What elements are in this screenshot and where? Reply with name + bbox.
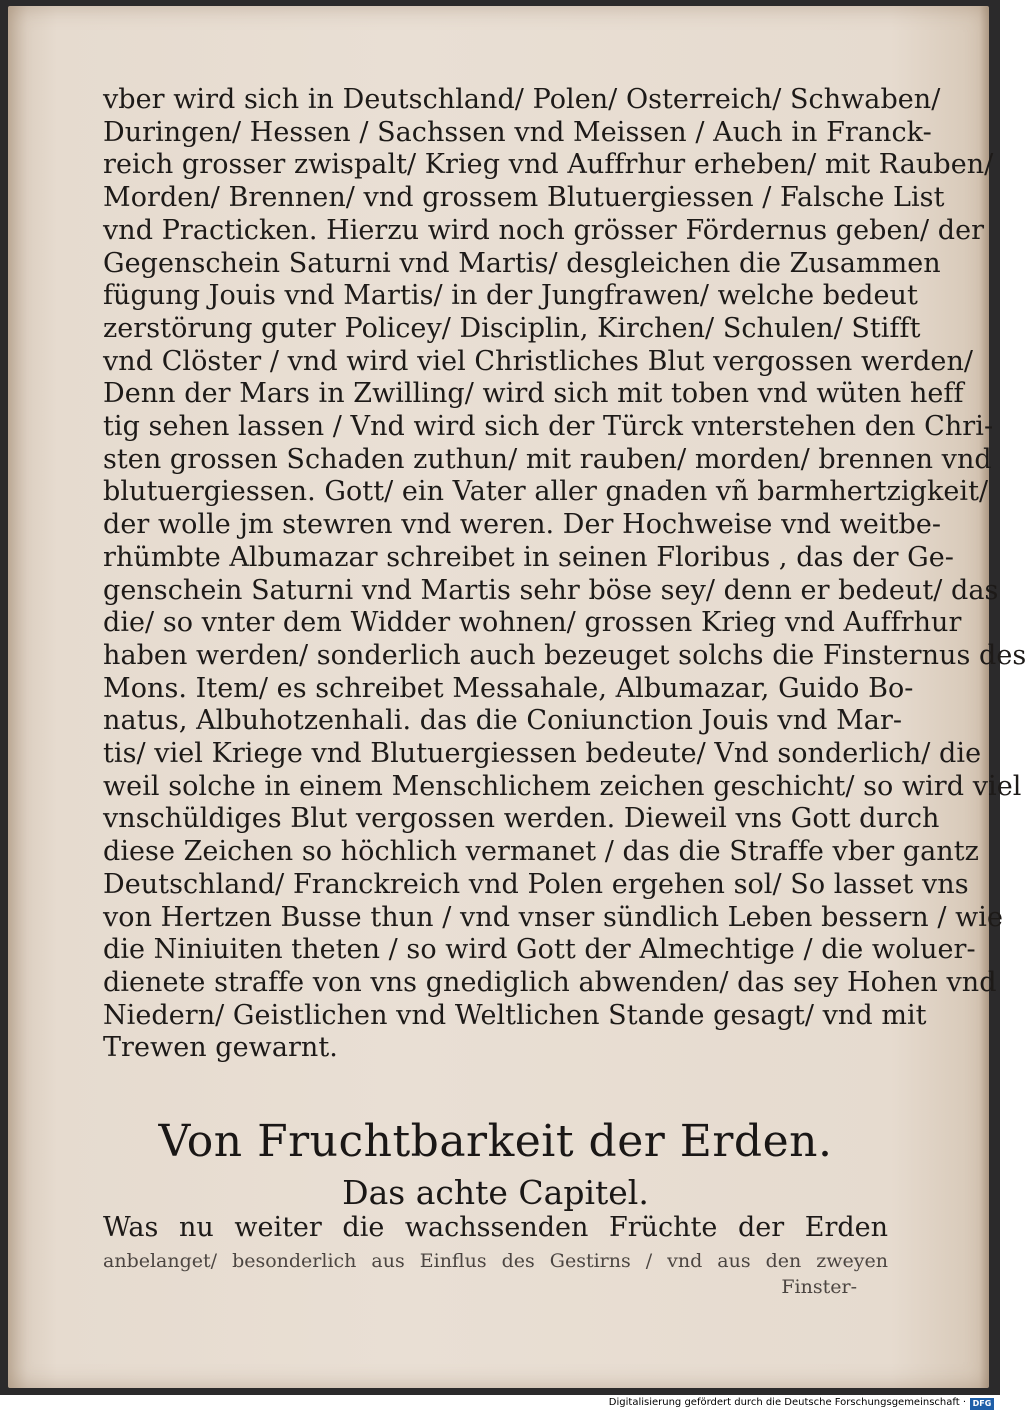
text-line: Deutschland/ Franckreich vnd Polen ergehen sol/ So lasset vns	[103, 868, 969, 900]
text-line: genschein Saturni vnd Martis sehr böse sey/ denn er bedeut/ das	[103, 574, 999, 606]
text-line: Duringen/ Hessen / Sachssen vnd Meissen / Auch in Franck-	[103, 116, 932, 148]
text-line: sten grossen Schaden zuthun/ mit rauben/ morden/ brennen vnd	[103, 443, 992, 475]
funding-credit: Digitalisierung gefördert durch die Deutsche Forschungsgemeinschaft ·	[608, 1397, 966, 1408]
text-line: vnd Clöster / vnd wird viel Christliches Blut vergossen werden/	[103, 345, 974, 377]
text-line: vnschüldiges Blut vergossen werden. Dieweil vns Gott durch	[103, 803, 940, 835]
text-line: vnd Practicken. Hierzu wird noch grösser Fördernus geben/ der	[103, 214, 985, 246]
text-line: natus, Albuhotzenhali. das die Coniunction Jouis vnd Mar-	[103, 705, 903, 737]
text-line: diese Zeichen so höchlich vermanet / das die Straffe vber gantz	[103, 836, 979, 868]
text-line: rhümbte Albumazar schreibet in seinen Floribus , das der Ge-	[103, 541, 954, 573]
text-line: blutuergiessen. Gott/ ein Vater aller gnaden vñ barmhertzigkeit/	[103, 476, 989, 508]
catchword: Finster-	[781, 1276, 857, 1298]
text-line: Denn der Mars in Zwilling/ wird sich mit toben vnd wüten heff	[103, 378, 964, 410]
text-line: von Hertzen Busse thun / vnd vnser sündlich Leben bessern / wie	[103, 901, 1004, 933]
text-line: Gegenschein Saturni vnd Martis/ desgleichen die Zusammen	[103, 247, 941, 279]
text-line: weil solche in einem Menschlichem zeichen geschicht/ so wird viel	[103, 770, 1022, 802]
text-line: tis/ viel Kriege vnd Blutuergiessen bedeute/ Vnd sonderlich/ die	[103, 738, 982, 770]
chapter-subheading: Das achte Capitel.	[342, 1173, 649, 1212]
text-line: Niedern/ Geistlichen vnd Weltlichen Stande gesagt/ vnd mit	[103, 999, 927, 1031]
paper-page	[8, 6, 1026, 1388]
text-line: reich grosser zwispalt/ Krieg vnd Auffrhur erheben/ mit Rauben/	[103, 149, 994, 181]
digitization-footer	[0, 1395, 1000, 1414]
text-line: dienete straffe von vns gnediglich abwenden/ das sey Hohen vnd	[103, 966, 997, 998]
text-line: fügung Jouis vnd Martis/ in der Jungfrawen/ welche bedeut	[103, 280, 918, 312]
text-line: Morden/ Brennen/ vnd grossem Blutuergiessen / Falsche List	[103, 182, 945, 214]
chapter-heading: Von Fruchtbarkeit der Erden.	[158, 1116, 833, 1167]
text-line: Mons. Item/ es schreibet Messahale, Albumazar, Guido Bo-	[103, 672, 914, 704]
text-line: zerstörung guter Policey/ Disciplin, Kirchen/ Schulen/ Stifft	[103, 312, 921, 344]
text-line: vber wird sich in Deutschland/ Polen/ Osterreich/ Schwaben/	[103, 84, 941, 115]
chapter-second-line: anbelanget/ besonderlich aus Einflus des Gestirns / vnd aus den zweyen	[103, 1250, 888, 1272]
text-line: Trewen gewarnt.	[103, 1032, 338, 1064]
text-line: die Niniuiten theten / so wird Gott der Almechtige / die woluer-	[103, 934, 976, 966]
body-text	[103, 84, 1026, 1065]
text-line: die/ so vnter dem Widder wohnen/ grossen Krieg vnd Auffrhur	[103, 607, 962, 639]
text-line: haben werden/ sonderlich auch bezeuget solchs die Finsternus des	[103, 639, 1026, 671]
text-line: tig sehen lassen / Vnd wird sich der Türck vnterstehen den Chri-	[103, 411, 994, 443]
text-line: der wolle jm stewren vnd weren. Der Hochweise vnd weitbe-	[103, 509, 942, 541]
dfg-logo: DFG	[970, 1398, 994, 1410]
chapter-first-line: Was nu weiter die wachssenden Früchte der Erden	[103, 1212, 888, 1243]
